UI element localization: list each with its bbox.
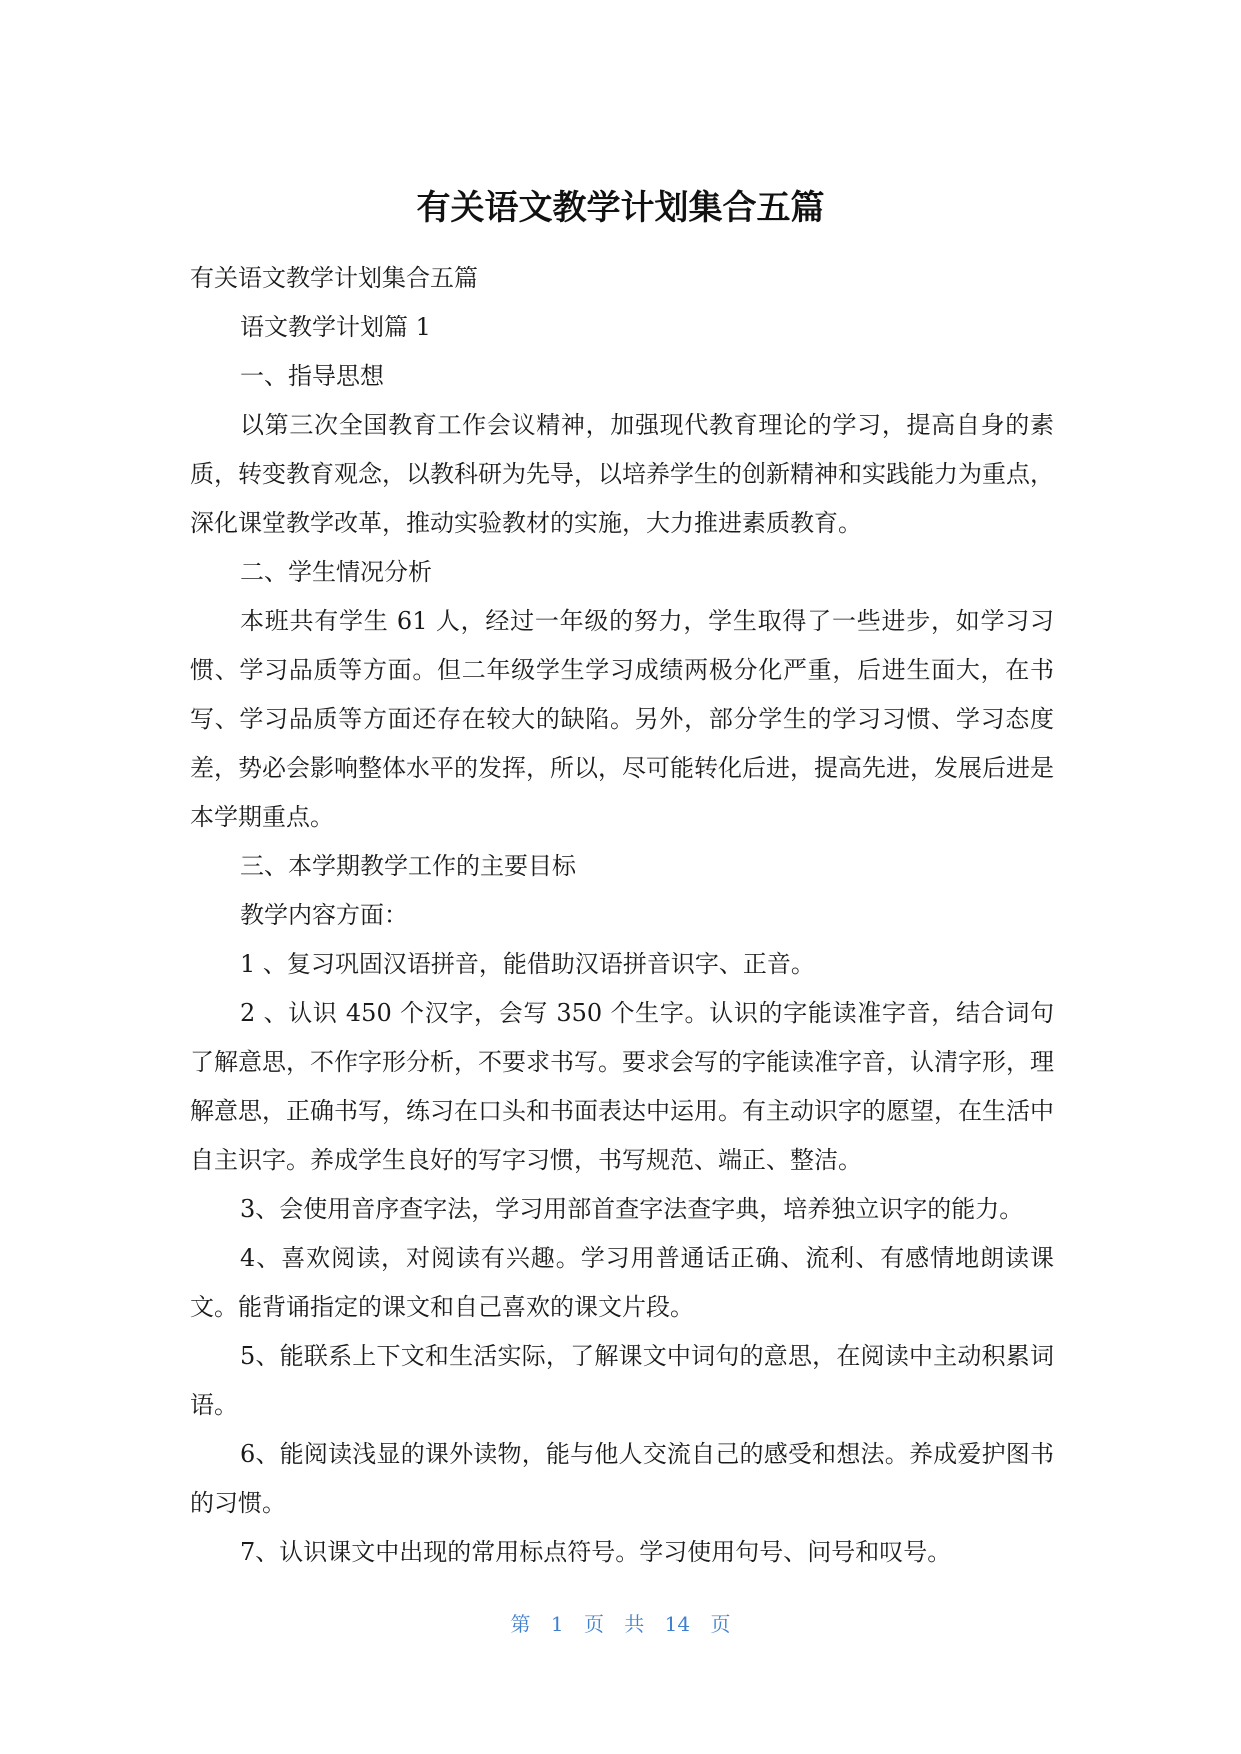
- list-item-7: 7、认识课文中出现的常用标点符号。学习使用句号、问号和叹号。: [240, 1538, 952, 1566]
- heading-student-analysis: 二、学生情况分析: [240, 558, 432, 586]
- subheading-teaching-content: 教学内容方面：: [240, 901, 408, 929]
- paragraph-student-analysis: 本班共有学生 61 人，经过一年级的努力，学生取得了一些进步，如学习习惯、学习品质等方面。但二年级学生学习成绩两极分化严重，后进生面大，在书写、学习品质等方面还存在较大的缺陷。另外，部分学生的学习习惯、学习态度差，势必会影响整体水平的发挥，所以，尽可能转化后进，提高先进，发展后进是本学期重点。: [190, 607, 1054, 831]
- list-item-6: 6、能阅读浅显的课外读物，能与他人交流自己的感受和想法。养成爱护图书的习惯。: [190, 1440, 1054, 1517]
- document-body: [190, 254, 1054, 1577]
- list-item-2: 2 、认识 450 个汉字，会写 350 个生字。认识的字能读准字音，结合词句了解意思，不作字形分析，不要求书写。要求会写的字能读准字音，认清字形，理解意思，正确书写，练习在口头和书面表达中运用。有主动识字的愿望，在生活中自主识字。养成学生良好的写字习惯，书写规范、端正、整洁。: [190, 999, 1054, 1174]
- list-item-3: 3、会使用音序查字法，学习用部首查字法查字典，培养独立识字的能力。: [240, 1195, 1024, 1223]
- section-heading-plan-1: 语文教学计划篇 1: [240, 313, 431, 341]
- doc-subtitle: 有关语文教学计划集合五篇: [190, 264, 478, 292]
- list-item-5: 5、能联系上下文和生活实际，了解课文中词句的意思，在阅读中主动积累词语。: [190, 1342, 1054, 1419]
- list-item-4: 4、喜欢阅读，对阅读有兴趣。学习用普通话正确、流利、有感情地朗读课文。能背诵指定的课文和自己喜欢的课文片段。: [190, 1244, 1054, 1321]
- list-item-1: 1 、复习巩固汉语拼音，能借助汉语拼音识字、正音。: [240, 950, 815, 978]
- heading-main-goals: 三、本学期教学工作的主要目标: [240, 852, 576, 880]
- heading-guiding-thought: 一、指导思想: [240, 362, 384, 390]
- page-title: 有关语文教学计划集合五篇: [416, 188, 825, 228]
- paragraph-guiding-thought: 以第三次全国教育工作会议精神，加强现代教育理论的学习，提高自身的素质，转变教育观念，以教科研为先导，以培养学生的创新精神和实践能力为重点，深化课堂教学改革，推动实验教材的实施，大力推进素质教育。: [190, 411, 1054, 537]
- page-footer: 第 1 页 共 14 页: [510, 1612, 731, 1636]
